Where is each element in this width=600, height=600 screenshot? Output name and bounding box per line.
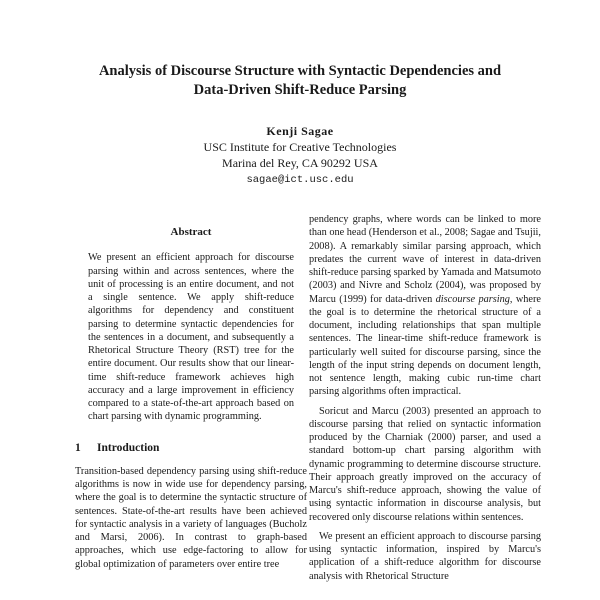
title-line-2: Data-Driven Shift-Reduce Parsing xyxy=(193,82,407,98)
right-column xyxy=(309,213,541,583)
introduction-paragraph: Transition-based dependency parsing using shift-reduce algorithms is now in wide use for dependency parsing, where the goal is to determine the syntactic structure of sentences. State-of-the-art results have been achieved for syntactic analysis in a variety of languages (Bucholz and Marsi, 2006). In contrast to graph-based approaches, which use edge-factoring to allow for global optimization of parameters over entire tree xyxy=(75,465,307,570)
author-email[interactable]: sagae@ict.usc.edu xyxy=(246,174,354,186)
emphasis-discourse-parsing: discourse parsing xyxy=(435,293,510,305)
right-paragraph-1-text-a: pendency graphs, where words can be linked to more than one head (Henderson et al., 2008; Sagae and Tsujii, 2008). A remarkably similar parsing approach, which predates the current wave of interest in data-driven shift-reduce parsing sparked by Yamada and Matsumoto (2003) and Nivre and Scholz (2004), was proposed by Marcu (1999) for data-driven xyxy=(309,214,541,305)
left-column xyxy=(75,213,307,571)
paper-title xyxy=(60,62,540,100)
author-name: Kenji Sagae xyxy=(266,124,334,138)
section-number: 1 xyxy=(75,441,81,454)
section-title: Introduction xyxy=(97,441,160,454)
right-paragraph-1 xyxy=(309,213,541,399)
title-line-1: Analysis of Discourse Structure with Syntactic Dependencies and xyxy=(98,63,502,79)
right-paragraph-2: Soricut and Marcu (2003) presented an approach to discourse parsing that relied on syntactic information produced by the Charniak (2000) parser, and used a standard bottom-up chart parsing algorithm with dynamic programming to determine discourse structure. Their approach greatly improved on the accuracy of Marcu's shift-reduce approach, showing the value of using syntactic information in discourse analysis, but recovered only discourse relations within sentences. xyxy=(309,405,541,523)
author-address: Marina del Rey, CA 90292 USA xyxy=(222,156,378,170)
abstract-body: We present an efficient approach for discourse parsing within and across sentences, where the unit of processing is an entire document, and not a single sentence. We apply shift-reduce algorithms for dependency and constituent parsing to determine syntactic dependencies for the sentences in a document, and subsequently a Rhetorical Structure Theory (RST) tree for the entire document. Our results show that our linear-time shift-reduce framework achieves high accuracy and a large improvement in efficiency compared to a state-of-the-art approach based on chart parsing with dynamic programming. xyxy=(88,252,294,423)
abstract-heading: Abstract xyxy=(170,226,212,238)
author-affiliation: USC Institute for Creative Technologies xyxy=(203,140,397,154)
right-paragraph-3: We present an efficient approach to discourse parsing using syntactic information, inspired by Marcu's application of a shift-reduce algorithm for discourse analysis with Rhetorical Structure xyxy=(309,530,541,582)
author-block xyxy=(100,123,500,188)
section-heading-introduction xyxy=(75,442,307,455)
right-paragraph-1-text-b: , where the goal is to determine the rhetorical structure of a document, including relationships that span multiple sentences. The linear-time shift-reduce framework is particularly well suited for discourse parsing, since the length of the input string depends on document length, not sentence length, making cubic run-time chart parsing algorithms often impractical. xyxy=(309,293,542,398)
